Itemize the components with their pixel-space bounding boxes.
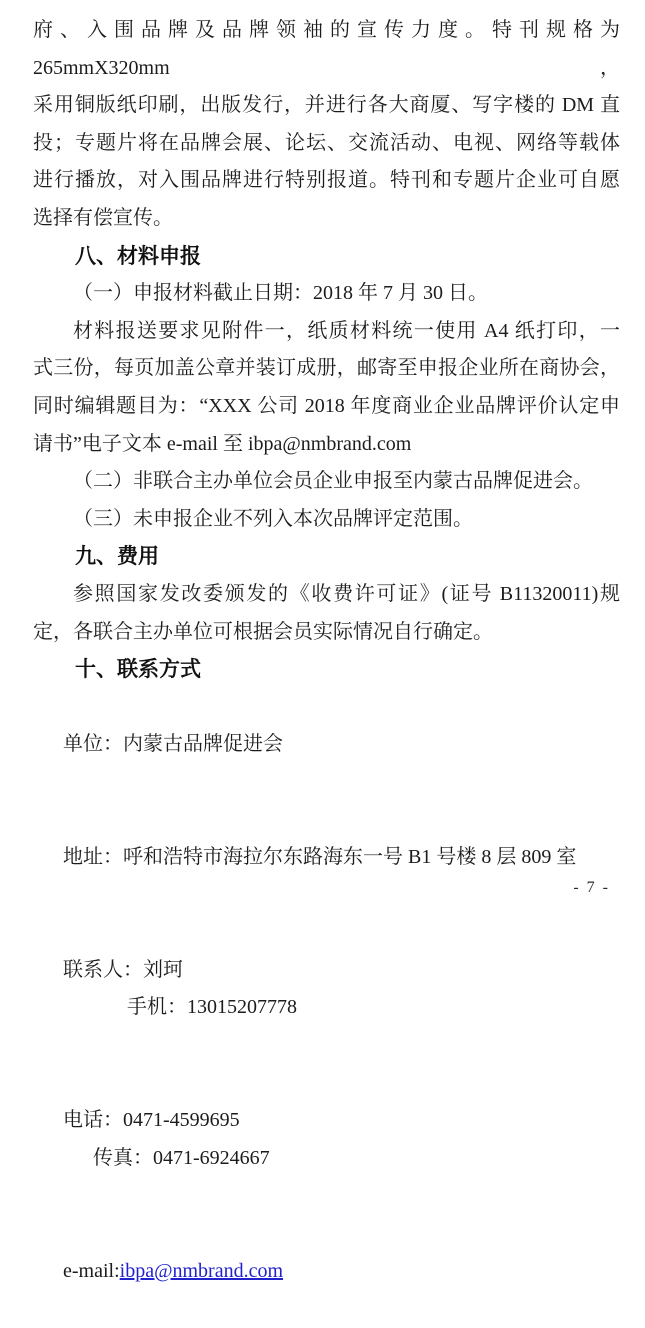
email-link[interactable]: ibpa@nmbrand.com [119, 1259, 284, 1282]
contact-email-label: e-mail: [63, 1259, 120, 1282]
contact-person: 联系人：刘珂 [63, 958, 183, 981]
page-number: - 7 - [573, 879, 610, 896]
contact-address: 地址：呼和浩特市海拉尔东路海东一号 B1 号楼 8 层 809 室 [63, 846, 577, 869]
section-8-para-line: 请书”电子文本 e-mail 至 ibpa@nmbrand.com [33, 432, 412, 455]
intro-line: 投；专题片将在品牌会展、论坛、交流活动、电视、网络等载体 [33, 131, 620, 154]
intro-line: 府、入围品牌及品牌领袖的宣传力度。特刊规格为 265mmX320mm， [33, 19, 625, 79]
section-9-para-line: 参照国家发改委颁发的《收费许可证》(证号 B11320011)规 [73, 582, 620, 605]
section-10-heading: 十、联系方式 [75, 658, 201, 682]
section-9-heading: 九、费用 [75, 545, 159, 569]
contact-fax: 传真：0471-6924667 [93, 1146, 270, 1169]
contact-phone-line [33, 1065, 620, 1215]
section-9-para-line: 定，各联合主办单位可根据会员实际情况自行确定。 [33, 620, 493, 643]
intro-line: 采用铜版纸印刷，出版发行，并进行各大商厦、写字楼的 DM 直 [33, 94, 620, 117]
section-8-para-line: 式三份，每页加盖公章并装订成册，邮寄至申报企业所在商协会， [33, 357, 620, 380]
section-8-item-3: （三）未申报企业不列入本次品牌评定范围。 [73, 507, 473, 530]
section-8-para-line: 同时编辑题目为：“XXX 公司 2018 年度商业企业品牌评价认定申 [33, 394, 620, 417]
contact-unit-line [33, 689, 620, 802]
contact-address-line [33, 801, 620, 914]
section-8-item-1: （一）申报材料截止日期：2018 年 7 月 30 日。 [73, 282, 488, 305]
intro-line: 进行播放，对入围品牌进行特别报道。特刊和专题片企业可自愿 [33, 169, 620, 192]
section-8-para-line: 材料报送要求见附件一，纸质材料统一使用 A4 纸打印，一 [73, 319, 620, 342]
intro-line: 选择有偿宣传。 [33, 206, 173, 229]
contact-mobile: 手机：13015207778 [127, 996, 297, 1019]
contact-unit: 单位：内蒙古品牌促进会 [63, 733, 283, 756]
contact-phone: 电话：0471-4599695 [63, 1109, 240, 1132]
section-8-item-2: （二）非联合主办单位会员企业申报至内蒙古品牌促进会。 [73, 470, 593, 493]
contact-person-line [33, 914, 620, 1064]
section-8-heading: 八、材料申报 [75, 244, 201, 268]
contact-email-line [33, 1215, 620, 1328]
